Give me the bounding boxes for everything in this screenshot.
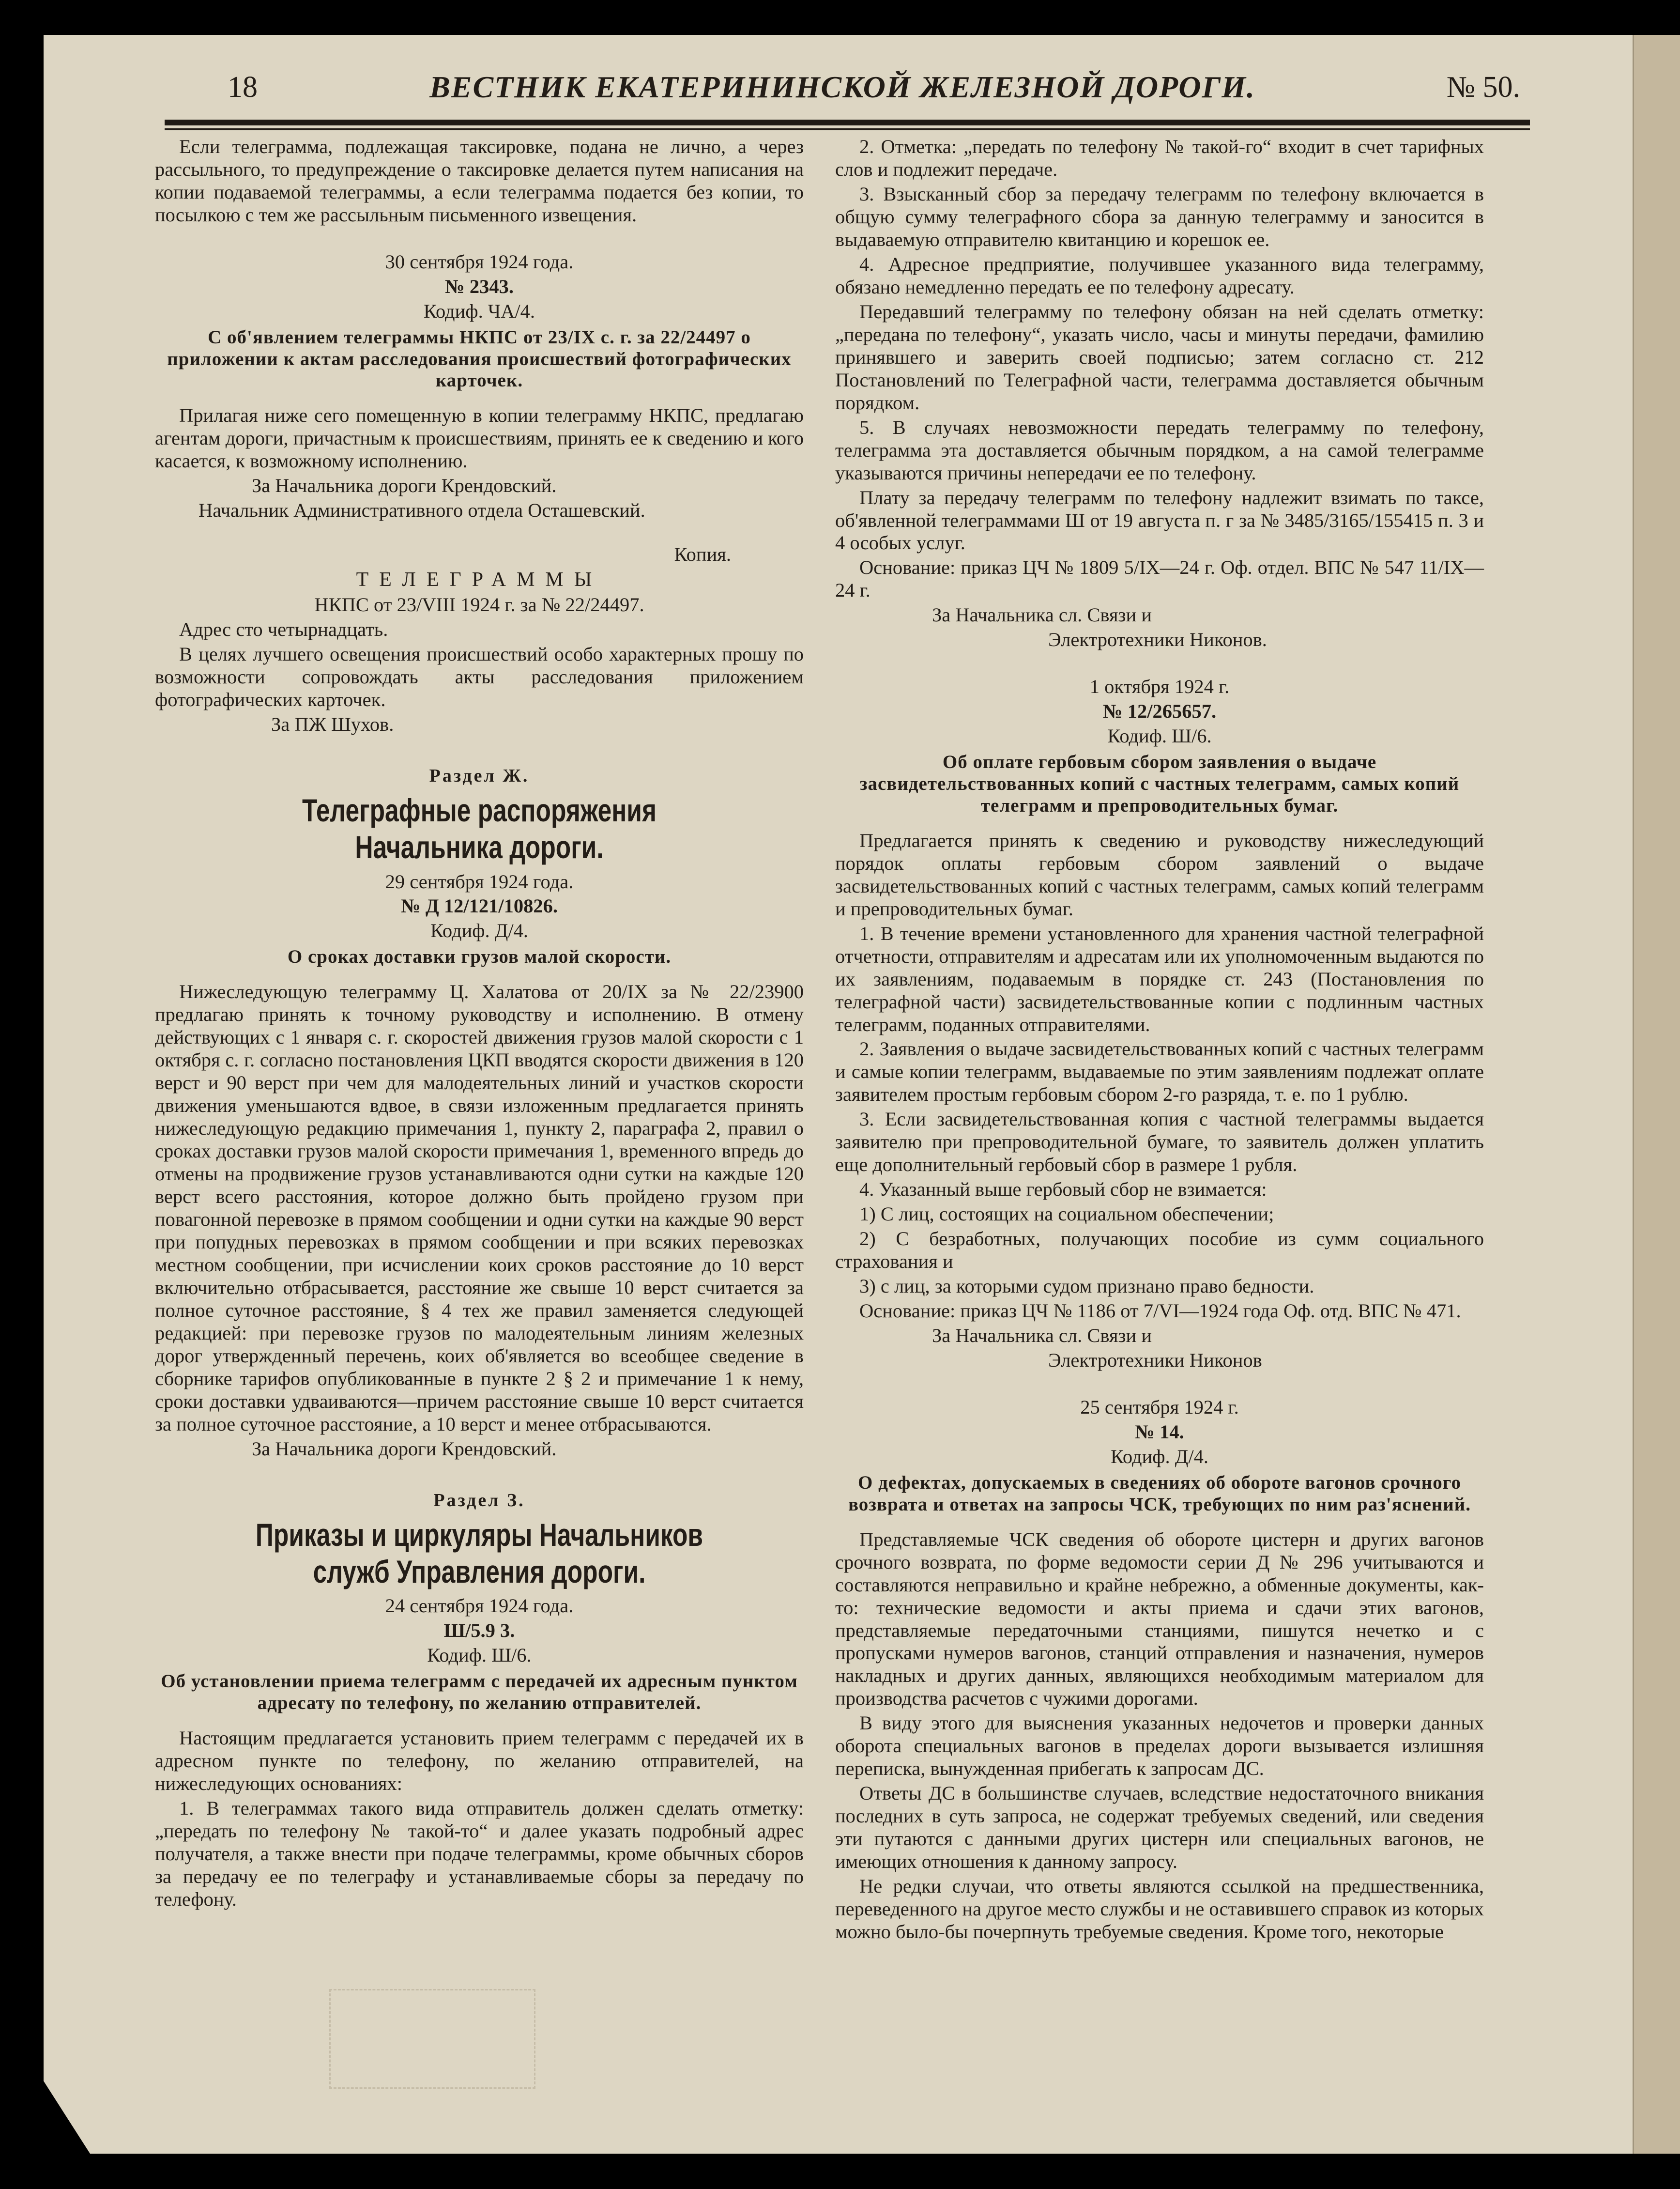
- order-date: 29 сентября 1924 года.: [385, 870, 574, 893]
- paragraph: 4. Адресное предприятие, получившее указанного вида телеграмму, обязано немедленно передать ее по телефону адресату.: [835, 253, 1484, 298]
- section-label: Раздел З.: [433, 1490, 525, 1511]
- paragraph: В виду этого для выяснения указанных недочетов и проверки данных оборота специальных вагонов в пределах дороги вызывается излишняя переписка, вынужденная прибегать к запросам ДС.: [835, 1712, 1484, 1780]
- section-label: Раздел Ж.: [429, 765, 530, 786]
- right-column: [835, 136, 1484, 1945]
- paragraph: 3) с лиц, за которыми судом признано право бедности.: [859, 1275, 1314, 1297]
- signature: За ПЖ Шухов.: [271, 713, 394, 735]
- order-heading: О дефектах, допускаемых в сведениях об обороте вагонов срочного возврата и ответах на запросы ЧСК, требующих по ним раз'яснений.: [848, 1472, 1471, 1515]
- order-date: 1 октября 1924 г.: [1089, 676, 1230, 698]
- order-number: № 12/265657.: [1102, 700, 1217, 723]
- telegram-title: ТЕЛЕГРАММЫ: [356, 569, 603, 591]
- order-codification: Кодиф. Ш/6.: [427, 1644, 532, 1666]
- paragraph: Основание: приказ ЦЧ № 1186 от 7/VI—1924 года Оф. отд. ВПС № 471.: [859, 1300, 1461, 1322]
- paragraph: Не редки случаи, что ответы являются ссылкой на предшественника, переведенного на другое место службы и не оставившего справок из которых можно было-бы почерпнуть требуемые сведения. Кроме того, некоторые: [835, 1875, 1484, 1943]
- signature: Электротехники Никонов: [1048, 1349, 1262, 1372]
- paragraph: Плату за передачу телеграмм по телефону надлежит взимать по таксе, об'явленной телеграммами Ш от 19 августа п. г за № 3485/3165/155415 п. 3 и 4 особых услуг.: [835, 486, 1484, 554]
- torn-corner: [44, 2081, 160, 2154]
- order-number: Ш/5.9 3.: [443, 1619, 515, 1642]
- order-codification: Кодиф. Д/4.: [1110, 1445, 1209, 1467]
- signature: Электротехники Никонов.: [1048, 629, 1267, 651]
- paragraph: Прилагая ниже сего помещенную в копии телеграмму НКПС, предлагаю агентам дороги, причастным к происшествиям, принять ее к сведению и кого касается, к возможному исполнению.: [155, 404, 804, 472]
- paragraph: Если телеграмма, подлежащая таксировке, подана не лично, а через рассыльного, то предупреждение о таксировке делается путем написания на копии подаваемой телеграммы, а если телеграмма подается без копии, то посылкою с тем же рассыльным письменного извещения.: [155, 136, 804, 226]
- paragraph: 1) С лиц, состоящих на социальном обеспечении;: [859, 1203, 1274, 1225]
- paragraph: Передавший телеграмму по телефону обязан на ней сделать отметку: „передана по телефону“, указать число, часы и минуты передачи, фамилию принявшего и заверить своей подписью; затем согласно ст. 212 Постановлений по Телеграфной части, телеграмма доставляется обычным порядком.: [835, 300, 1484, 414]
- paragraph: 3. Если засвидетельствованная копия с частной телеграммы выдается заявителю при препроводительной бумаге, то заявитель должен уплатить еще дополнительный гербовый сбор в размере 1 рубля.: [835, 1108, 1484, 1176]
- order-heading: С об'явлением телеграммы НКПС от 23/IX с. г. за 22/24497 о приложении к актам расследования происшествий фотографических карточек.: [167, 326, 792, 391]
- paragraph: Предлагается принять к сведению и руководству нижеследующий порядок оплаты гербовым сбором заявлений о выдаче засвидетельствованных копий с частных телеграмм, самых копий телеграмм и препроводительных бумаг.: [835, 829, 1484, 920]
- telegram-subtitle: НКПС от 23/VIII 1924 г. за № 22/24497.: [314, 593, 644, 616]
- order-codification: Кодиф. Ш/6.: [1107, 725, 1212, 747]
- paragraph: 5. В случаях невозможности передать телеграмму по телефону, телеграмма эта доставляется обычным порядком, а на самой телеграмме указываются причины непередачи ее по телефону.: [835, 416, 1484, 484]
- paragraph: Настоящим предлагается установить прием телеграмм с передачей их в адресном пункте по телефону, по желанию отправителей, на нижеследующих основаниях:: [155, 1727, 804, 1794]
- paragraph: Нижеследующую телеграмму Ц. Халатова от 20/IX за № 22/23900 предлагаю принять к точному руководству и исполнению. В отмену действующих с 1 января с. г. скоростей движения грузов малой скорости с 1 октября с. г. согласно постановления ЦКП вводятся скорости движения в 120 верст и 90 верст при чем для малодеятельных линий и участков скорости движения уменьшаются вдвое, в связи изложенным предлагается принять нижеследующую редакцию примечания 1, пункту 2, параграфа 2, правил о сроках доставки грузов малой скорости примечания 1, временного впредь до отмены на продвижение грузов устанавливаются одни сутки на каждые 120 верст всего расстояния, которое должно быть пройдено грузом при повагонной перевозке в прямом сообщении и одни сутки на каждые 90 верст при попудных перевозках в прямом сообщении и при всяких перевозках местном сообщении, при исчислении коих сроков расстояние до 10 верст включительно отбрасывается, расстояние же свыше 10 верст считается за полное суточное расстояние, § 4 тех же правил заменяется следующей редакцией: при перевозке грузов по малодеятельным линиям железных дорог утвержденный перечень, коих об'является во всеобщее сведение в сборнике тарифов опубликованные в пункте 2 § 2 и примечание 1 к нему, сроки доставки удваиваются—причем расстояние свыше 10 верст считается за полное суточное расстояние, а 10 верст и менее отбрасываются.: [155, 981, 804, 1435]
- signature: За Начальника сл. Связи и: [932, 604, 1152, 626]
- order-number: № Д 12/121/10826.: [401, 895, 558, 917]
- signature: За Начальника дороги Крендовский.: [252, 475, 557, 497]
- order-heading: О сроках доставки грузов малой скорости.: [287, 946, 672, 968]
- left-column: [155, 136, 804, 1913]
- paragraph: 3. Взысканный сбор за передачу телеграмм по телефону включается в общую сумму телеграфного сбора за данную телеграмму и заносится в выдаваемую отправителю квитанцию и корешок ее.: [835, 183, 1484, 250]
- next-page-edge: [1633, 35, 1680, 2154]
- order-number: № 14.: [1135, 1421, 1184, 1443]
- page-number: 18: [228, 71, 258, 104]
- header-rule-thick: [165, 120, 1530, 125]
- paragraph: 1. В течение времени установленного для хранения частной телеграфной отчетности, отправителям и адресатам или их уполномоченным выдаются по их заявлениям, подаваемым в порядке ст. 243 (Постановления по телеграфной части) засвидетельствованные копии с подлинным частных телеграмм, поданных отправителями.: [835, 922, 1484, 1035]
- faint-library-stamp: [329, 1989, 535, 2089]
- copy-label: Копия.: [674, 543, 731, 566]
- order-heading: Об оплате гербовым сбором заявления о выдаче засвидетельствованных копий с частных телеграмм, самых копий телеграмм и препроводительных бумаг.: [859, 752, 1460, 816]
- page-header: [155, 65, 1530, 111]
- section-title: Телеграфные распоряжения Начальника дороги.: [302, 792, 657, 865]
- issue-number: № 50.: [1446, 71, 1520, 104]
- paragraph: Ответы ДС в большинстве случаев, вследствие недостаточного вникания последних в суть запроса, не содержат требуемых сведений, или сведения эти путаются с данными других цистерн или специальных вагонов, не имеющих отношения к данному запросу.: [835, 1782, 1484, 1873]
- paragraph: 2. Отметка: „передать по телефону № такой-го“ входит в счет тарифных слов и подлежит передаче.: [835, 136, 1484, 180]
- order-heading: Об установлении приема телеграмм с передачей их адресным пунктом адресату по телефону, по желанию отправителей.: [161, 1671, 798, 1714]
- paragraph: Основание: приказ ЦЧ № 1809 5/IX—24 г. Оф. отдел. ВПС № 547 11/IX—24 г.: [835, 556, 1484, 601]
- newspaper-title: ВЕСТНИК ЕКАТЕРИНИНСКОЙ ЖЕЛЕЗНОЙ ДОРОГИ.: [429, 70, 1255, 104]
- order-codification: Кодиф. Д/4.: [430, 920, 529, 942]
- signature: За Начальника сл. Связи и: [932, 1325, 1152, 1347]
- paragraph: В целях лучшего освещения происшествий особо характерных прошу по возможности сопровождать акты расследования приложением фотографических карточек.: [155, 643, 804, 710]
- section-title: Приказы и циркуляры Начальников служб Управления дороги.: [255, 1516, 703, 1589]
- paragraph: 1. В телеграммах такого вида отправитель должен сделать отметку: „передать по телефону № такой-то“ и далее указать подробный адрес получателя, а также внести при подаче телеграммы, кроме обычных сборов за передачу ее по телеграфу и устанавливаемые сборы за передачу по телефону.: [155, 1797, 804, 1910]
- paragraph: 2. Заявления о выдаче засвидетельствованных копий с частных телеграмм и самые копии телеграмм, выдаваемые по этим заявлениям подлежат оплате заявителем простым гербовым сбором 2-го разряда, т. е. по 1 рублю.: [835, 1038, 1484, 1106]
- header-rule-thin: [165, 128, 1530, 130]
- order-date: 24 сентября 1924 года.: [385, 1595, 574, 1617]
- order-date: 30 сентября 1924 года.: [385, 250, 574, 273]
- paragraph: 2) С безработных, получающих пособие из сумм социального страхования и: [835, 1228, 1484, 1273]
- signature: За Начальника дороги Крендовский.: [252, 1437, 557, 1460]
- signature: Начальник Административного отдела Осташевский.: [199, 499, 645, 522]
- paragraph: Представляемые ЧСК сведения об обороте цистерн и других вагонов срочного возврата, по форме ведомости серии Д № 296 учитываются и составляются неправильно и крайне небрежно, а обменные документы, как-то: технические ведомости и акты приема и сдачи этих вагонов, представляемые передаточными станциями, пишутся нечетко и с пропусками нумеров вагонов, станций отправления и назначения, нумеров накладных и других данных, являющихся необходимым материалом для производства расчетов с чужими дорогами.: [835, 1528, 1484, 1710]
- paragraph: 4. Указанный выше гербовый сбор не взимается:: [859, 1178, 1267, 1201]
- order-date: 25 сентября 1924 г.: [1080, 1396, 1239, 1418]
- order-number: № 2343.: [445, 275, 514, 297]
- order-codification: Кодиф. ЧА/4.: [423, 300, 535, 322]
- paragraph: Адрес сто четырнадцать.: [179, 618, 388, 640]
